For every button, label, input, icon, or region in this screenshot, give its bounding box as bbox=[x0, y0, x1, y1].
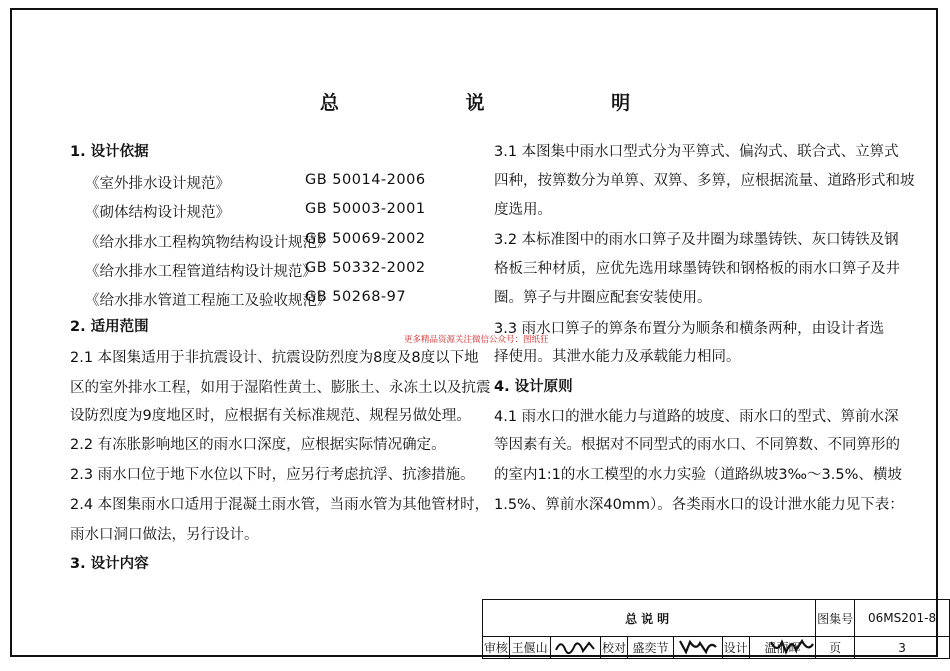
ref-name: 《给水排水管道工程施工及验收规范》 bbox=[85, 293, 332, 309]
text-line: 的室内1:1的水工模型的水力实验（道路纵坡3‰～3.5%、横坡 bbox=[494, 467, 902, 483]
title-block bbox=[482, 599, 950, 659]
text-line: 2.1 本图集适用于非抗震设计、抗震设防烈度为8度及8度以下地 bbox=[70, 350, 479, 366]
check-label: 校对 bbox=[601, 637, 628, 659]
reviewer-signature bbox=[550, 637, 601, 659]
checker-name: 盛奕节 bbox=[627, 637, 673, 659]
ref-code: GB 50014-2006 bbox=[305, 172, 426, 188]
text-line: 2.2 有冻胀影响地区的雨水口深度，应根据实际情况确定。 bbox=[70, 437, 446, 453]
ref-name: 《给水排水工程管道结构设计规范》 bbox=[85, 264, 317, 280]
text-line: 择使用。其泄水能力及承载能力相同。 bbox=[494, 349, 741, 365]
text-line: 3.1 本图集中雨水口型式分为平箅式、偏沟式、联合式、立箅式 bbox=[494, 144, 899, 160]
review-label: 审核 bbox=[483, 637, 510, 659]
text-line: 等因素有关。根据对不同型式的雨水口、不同箅数、不同箅形的 bbox=[494, 437, 900, 453]
section-2-heading: 2. 适用范围 bbox=[70, 319, 149, 335]
atlas-no-label: 图集号 bbox=[816, 600, 855, 637]
section-4-heading: 4. 设计原则 bbox=[494, 379, 573, 395]
signature-mark bbox=[676, 637, 720, 655]
text-line: 格板三种材质，应优先选用球墨铸铁和钢格板的雨水口箅子及井 bbox=[494, 261, 900, 277]
designer-signature bbox=[768, 636, 816, 656]
text-line: 圈。箅子与井圈应配套安装使用。 bbox=[494, 290, 712, 306]
text-line: 1.5%、箅前水深40mm）。各类雨水口的设计泄水能力见下表： bbox=[494, 497, 904, 513]
drawing-title: 总说明 bbox=[483, 600, 816, 637]
page-title: 总 说 明 bbox=[319, 92, 691, 114]
text-line: 3.2 本标准图中的雨水口箅子及井圈为球墨铸铁、灰口铸铁及钢 bbox=[494, 232, 899, 248]
design-label: 设计 bbox=[722, 637, 749, 659]
checker-signature bbox=[674, 637, 723, 659]
section-1-heading: 1. 设计依据 bbox=[70, 144, 149, 160]
text-line: 设防烈度为9度地区时，应根据有关标准规范、规程另做处理。 bbox=[70, 408, 471, 424]
watermark-text: 更多精品资源关注微信公众号：图纸狂 bbox=[404, 335, 549, 345]
text-line: 2.4 本图集雨水口适用于混凝土雨水管，当雨水管为其他管材时， bbox=[70, 497, 490, 513]
ref-name: 《室外排水设计规范》 bbox=[85, 176, 230, 192]
page-label: 页 bbox=[816, 637, 855, 659]
text-line: 度选用。 bbox=[494, 202, 552, 218]
designer-name: 温丽晖 bbox=[749, 637, 816, 659]
ref-code: GB 50069-2002 bbox=[305, 231, 426, 247]
text-line: 四种，按箅数分为单箅、双箅、多箅，应根据流量、道路形式和坡 bbox=[494, 173, 915, 189]
section-3-heading: 3. 设计内容 bbox=[70, 556, 149, 572]
text-line: 4.1 雨水口的泄水能力与道路的坡度、雨水口的型式、箅前水深 bbox=[494, 409, 899, 425]
text-line: 区的室外排水工程，如用于湿陷性黄土、膨胀土、永冻土以及抗震 bbox=[70, 380, 491, 396]
text-line: 3.3 雨水口箅子的箅条布置分为顺条和横条两种，由设计者选 bbox=[494, 321, 885, 337]
page-number: 3 bbox=[855, 637, 950, 659]
text-line: 雨水口洞口做法，另行设计。 bbox=[70, 527, 259, 543]
ref-code: GB 50268-97 bbox=[305, 289, 407, 305]
signature-mark bbox=[553, 637, 597, 655]
reviewer-name: 王偃山 bbox=[509, 637, 550, 659]
ref-name: 《给水排水工程构筑物结构设计规范》 bbox=[85, 235, 332, 251]
atlas-no-value: 06MS201-8 bbox=[855, 600, 950, 637]
text-line: 2.3 雨水口位于地下水位以下时，应另行考虑抗浮、抗渗措施。 bbox=[70, 467, 475, 483]
ref-name: 《砌体结构设计规范》 bbox=[85, 205, 230, 221]
ref-code: GB 50332-2002 bbox=[305, 260, 426, 276]
ref-code: GB 50003-2001 bbox=[305, 201, 426, 217]
